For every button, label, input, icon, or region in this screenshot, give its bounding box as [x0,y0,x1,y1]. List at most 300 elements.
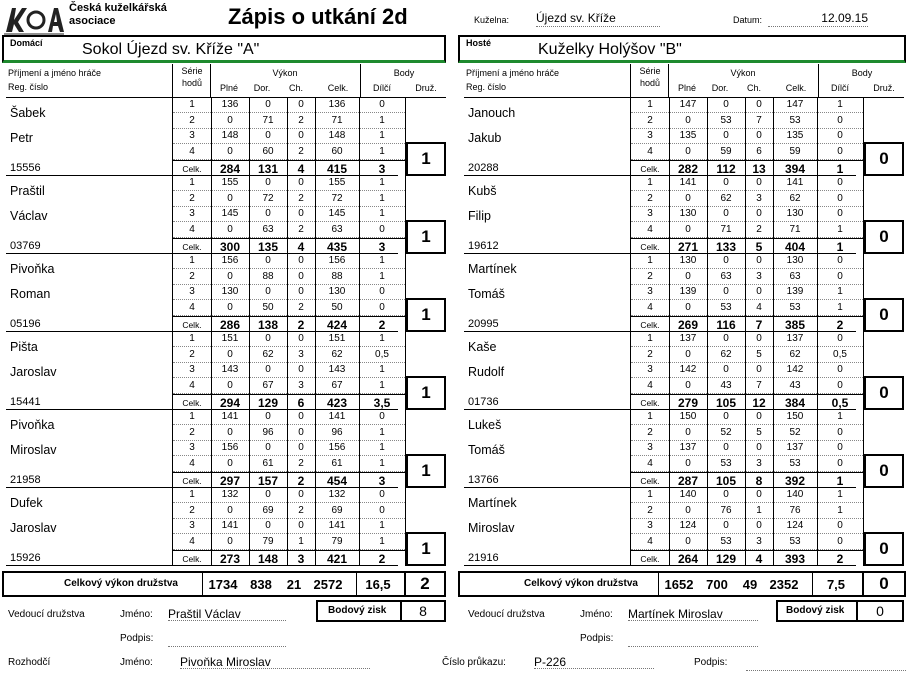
series-row [631,254,863,269]
series-cell: 0 [298,426,304,438]
away-total-plne: 1652 [664,577,694,592]
series-cell: 0 [298,411,304,422]
series-cell: 2 [756,223,762,235]
series-row [631,176,863,191]
away-col-druz: Druž. [873,83,895,93]
series-cell: 1 [837,411,843,422]
series-cell: 0 [265,442,271,453]
series-cell: 0 [723,177,729,188]
series-cell: 130 [786,208,804,219]
total-cell: 4 [297,240,305,254]
player-total-row [173,472,405,488]
total-cell: 116 [716,318,736,332]
series-cell: 62 [720,192,732,204]
series-cell: 2 [189,270,195,282]
series-cell: 147 [786,99,804,110]
player-total-row [631,394,863,410]
away-col-plne: Plné [677,83,696,93]
series-row [173,176,405,191]
series-cell: 130 [786,255,804,266]
series-cell: 139 [786,286,804,297]
player-surname: Šabek [10,106,46,120]
team-points-box: 1 [406,376,446,410]
player-surname: Martínek [468,496,517,510]
series-cell: 0 [227,457,233,469]
away-total-druz: 0 [879,574,889,593]
series-cell: 156 [328,442,346,453]
series-row [173,363,405,378]
series-row [631,379,863,394]
series-row [631,410,863,425]
series-cell: 1 [647,411,653,422]
player-total-row [173,394,405,410]
home-header-row [6,64,446,98]
series-cell: 155 [221,177,239,188]
series-cell: 0 [837,535,843,547]
series-cell: 0 [837,270,843,282]
series-row [173,426,405,441]
away-bodovy-label: Bodový zisk [776,600,858,622]
total-cell: 2 [378,318,386,332]
home-leader-name: Praštil Václav [168,607,286,621]
org-name: Česká kuželkářská asociace [69,2,167,27]
series-row [631,301,863,316]
series-cell: 0 [837,379,843,391]
away-col-dor: Dor. [711,83,729,93]
total-cell: 421 [326,552,348,566]
series-cell: 0 [685,457,691,469]
away-player-block [464,176,856,254]
total-cell: 424 [326,318,348,332]
series-cell: 0 [756,255,762,266]
date-label: Datum: [733,15,763,25]
series-cell: 2 [647,114,653,126]
series-cell: 3 [647,286,653,297]
away-total-celk: 2352 [769,577,799,592]
series-cell: 1 [379,333,385,344]
player-reg-number: 19612 [468,240,499,252]
series-cell: 1 [379,177,385,188]
series-cell: 1 [837,504,843,516]
player-firstname: Filip [468,209,491,223]
series-cell: 2 [298,457,304,469]
series-cell: 2 [647,192,653,204]
series-cell: 0 [227,301,233,313]
series-cell: 147 [679,99,697,110]
total-cell: 384 [784,396,806,410]
series-row [631,348,863,363]
player-surname: Lukeš [468,418,502,432]
series-grid [172,98,406,176]
home-total-druz: 2 [420,574,430,593]
series-cell: 1 [379,114,385,126]
away-role-label: Hosté [466,38,492,48]
series-cell: 43 [720,379,732,391]
series-cell: 62 [262,348,274,360]
series-cell: 53 [720,535,732,547]
series-cell: 0 [685,145,691,157]
series-cell: 4 [756,301,762,313]
series-cell: 1 [837,489,843,500]
series-cell: 60 [262,145,274,157]
referee-podpis-line [746,657,906,671]
series-cell: 60 [331,145,343,157]
series-cell: 0 [265,208,271,219]
series-cell: 0 [723,364,729,375]
series-cell: 3 [189,286,195,297]
series-cell: 1 [647,333,653,344]
series-row [631,519,863,534]
home-col-dilci: Dílčí [373,83,391,93]
total-cell: 0,5 [831,396,849,410]
series-cell: 0 [379,223,385,235]
player-total-row [631,316,863,332]
series-cell: 0 [837,442,843,453]
celk-label: Celk. [182,476,202,486]
series-row [631,145,863,160]
series-cell: 63 [789,270,801,282]
series-cell: 3 [756,270,762,282]
series-cell: 76 [720,504,732,516]
team-points-box: 0 [864,454,904,488]
total-cell: 3 [378,240,386,254]
series-cell: 0 [265,411,271,422]
series-cell: 132 [328,489,346,500]
celk-label: Celk. [182,554,202,564]
series-cell: 155 [328,177,346,188]
series-row [631,285,863,300]
total-cell: 423 [326,396,348,410]
home-col-plne: Plné [219,83,238,93]
series-cell: 130 [679,208,697,219]
series-cell: 137 [679,333,697,344]
series-cell: 130 [328,286,346,297]
series-cell: 148 [221,130,239,141]
series-cell: 0 [837,457,843,469]
series-cell: 3 [647,208,653,219]
series-cell: 4 [647,223,653,235]
series-cell: 130 [679,255,697,266]
referee-label: Rozhodčí [8,657,51,668]
player-surname: Kubš [468,184,497,198]
series-cell: 150 [679,411,697,422]
series-cell: 61 [262,457,274,469]
series-cell: 0 [685,535,691,547]
series-cell: 2 [647,426,653,438]
series-row [173,301,405,316]
series-grid [630,410,864,488]
series-cell: 0 [837,364,843,375]
series-cell: 0 [227,145,233,157]
series-cell: 0 [837,426,843,438]
celk-label: Celk. [640,554,660,564]
series-cell: 59 [720,145,732,157]
away-team-name: Kuželky Holýšov "B" [538,41,682,58]
total-cell: 2 [378,552,386,566]
team-points-box: 0 [864,298,904,332]
player-surname: Pišta [10,340,38,354]
away-total-label: Celkový výkon družstva [524,578,638,589]
player-surname: Janouch [468,106,516,120]
celk-label: Celk. [182,320,202,330]
player-firstname: Václav [10,209,48,223]
total-cell: 1 [836,162,844,176]
series-cell: 0 [298,364,304,375]
away-header-row [464,64,904,98]
home-podpis-line [168,633,286,647]
total-cell: 3 [378,162,386,176]
series-cell: 132 [221,489,239,500]
home-total-dilci: 16,5 [365,577,391,592]
series-cell: 1 [647,177,653,188]
series-cell: 142 [679,364,697,375]
series-cell: 53 [789,535,801,547]
series-row [631,270,863,285]
series-cell: 0 [685,114,691,126]
total-cell: 6 [297,396,305,410]
home-col-body: Body [393,68,415,78]
total-cell: 2 [297,474,305,488]
series-cell: 1 [189,411,195,422]
series-cell: 62 [720,348,732,360]
total-cell: 294 [219,396,241,410]
series-cell: 3 [189,520,195,531]
home-total-ch: 21 [286,577,302,592]
series-row [173,114,405,129]
date-field: 12.09.15 [768,11,868,27]
series-cell: 0 [298,489,304,500]
series-cell: 0 [756,286,762,297]
series-cell: 0 [379,489,385,500]
away-leader-name: Martínek Miroslav [628,607,758,621]
series-cell: 3 [756,535,762,547]
series-cell: 0 [685,223,691,235]
series-row [631,129,863,144]
series-cell: 4 [189,223,195,235]
series-cell: 1 [379,379,385,391]
series-cell: 3 [647,130,653,141]
player-firstname: Tomáš [468,287,505,301]
team-points-box: 1 [406,454,446,488]
series-cell: 0 [837,177,843,188]
series-grid [630,332,864,410]
player-reg-number: 20288 [468,162,499,174]
home-bodovy-label: Bodový zisk [316,600,402,622]
series-row [173,488,405,503]
series-cell: 150 [786,411,804,422]
celk-label: Celk. [182,164,202,174]
total-cell: 3 [297,552,305,566]
series-cell: 2 [189,504,195,516]
series-cell: 156 [328,255,346,266]
series-cell: 0 [756,177,762,188]
series-cell: 1 [379,255,385,266]
series-row [631,192,863,207]
series-cell: 0 [379,411,385,422]
total-cell: 454 [326,474,348,488]
home-col-name: Příjmení a jméno hráče [8,68,102,78]
series-row [173,254,405,269]
series-grid [172,488,406,566]
series-cell: 2 [298,301,304,313]
series-cell: 0 [298,99,304,110]
series-cell: 0 [298,177,304,188]
home-col-dor: Dor. [253,83,271,93]
series-cell: 62 [789,192,801,204]
home-total-dor: 838 [250,577,272,592]
player-firstname: Jaroslav [10,365,57,379]
total-cell: 13 [752,162,766,176]
total-cell: 129 [257,396,279,410]
total-cell: 284 [219,162,241,176]
home-player-block [6,332,398,410]
home-player-block [6,488,398,566]
series-cell: 2 [189,348,195,360]
series-cell: 137 [786,333,804,344]
series-cell: 0 [265,130,271,141]
total-cell: 138 [257,318,279,332]
series-cell: 148 [328,130,346,141]
series-cell: 2 [647,270,653,282]
total-cell: 264 [677,552,699,566]
team-points-box: 0 [864,376,904,410]
series-cell: 0 [227,270,233,282]
total-cell: 2 [836,552,844,566]
series-row [173,129,405,144]
series-cell: 0 [723,99,729,110]
total-cell: 4 [755,552,763,566]
series-cell: 1 [379,145,385,157]
total-cell: 286 [219,318,241,332]
celk-label: Celk. [640,164,660,174]
series-cell: 0 [756,442,762,453]
series-grid [172,254,406,332]
series-grid [172,410,406,488]
away-team-bar [458,35,906,63]
total-cell: 133 [715,240,737,254]
series-cell: 4 [647,301,653,313]
series-cell: 1 [379,426,385,438]
total-cell: 435 [326,240,348,254]
total-cell: 148 [257,552,279,566]
series-cell: 156 [221,255,239,266]
series-cell: 2 [647,348,653,360]
series-cell: 53 [720,114,732,126]
series-row [631,114,863,129]
series-row [173,192,405,207]
series-row [173,270,405,285]
series-cell: 4 [189,379,195,391]
home-team-name: Sokol Újezd sv. Kříže "A" [82,41,260,58]
series-cell: 124 [679,520,697,531]
series-cell: 1 [379,364,385,375]
away-col-celk: Celk. [785,83,807,93]
series-cell: 0 [227,426,233,438]
series-cell: 0 [756,364,762,375]
total-cell: 2 [297,318,305,332]
away-player-block [464,254,856,332]
series-cell: 1 [837,301,843,313]
series-cell: 0 [685,301,691,313]
series-row [631,535,863,550]
series-cell: 1 [647,255,653,266]
series-cell: 61 [331,457,343,469]
away-total-dor: 700 [706,577,728,592]
player-firstname: Jakub [468,131,502,145]
series-grid [630,254,864,332]
series-cell: 135 [679,130,697,141]
celk-label: Celk. [182,242,202,252]
total-cell: 157 [257,474,279,488]
series-row [631,332,863,347]
series-row [173,223,405,238]
series-cell: 0 [837,114,843,126]
home-total-label: Celkový výkon družstva [64,578,178,589]
series-cell: 0,5 [833,348,847,360]
series-cell: 71 [262,114,274,126]
series-cell: 0 [837,208,843,219]
series-cell: 137 [786,442,804,453]
home-jmeno-label: Jméno: [120,609,153,620]
series-cell: 0 [298,520,304,531]
series-cell: 0 [837,255,843,266]
series-row [631,207,863,222]
team-points-box: 1 [406,532,446,566]
series-cell: 0 [298,255,304,266]
series-cell: 1 [756,504,762,516]
series-cell: 4 [189,301,195,313]
series-cell: 0 [723,208,729,219]
home-total-celk: 2572 [313,577,343,592]
series-cell: 4 [189,145,195,157]
series-row [173,519,405,534]
player-firstname: Rudolf [468,365,505,379]
series-cell: 0 [265,177,271,188]
total-cell: 300 [219,240,241,254]
series-cell: 4 [647,145,653,157]
series-cell: 0 [298,442,304,453]
player-total-row [631,472,863,488]
series-cell: 1 [379,270,385,282]
series-cell: 0 [756,99,762,110]
series-cell: 0 [837,333,843,344]
series-cell: 5 [756,426,762,438]
series-cell: 0 [227,114,233,126]
series-cell: 1 [298,535,304,547]
series-cell: 0 [379,301,385,313]
player-reg-number: 15556 [10,162,41,174]
series-row [631,488,863,503]
player-total-row [173,316,405,332]
series-cell: 4 [647,457,653,469]
series-cell: 1 [647,99,653,110]
card-label: Číslo průkazu: [442,657,506,668]
series-cell: 43 [789,379,801,391]
total-cell: 394 [784,162,806,176]
away-player-block [464,410,856,488]
series-cell: 0 [379,99,385,110]
total-cell: 131 [257,162,279,176]
celk-label: Celk. [640,398,660,408]
series-grid [172,176,406,254]
series-cell: 0 [723,130,729,141]
series-row [631,457,863,472]
series-row [631,426,863,441]
celk-label: Celk. [182,398,202,408]
away-player-block [464,332,856,410]
series-cell: 0 [227,379,233,391]
total-cell: 2 [836,318,844,332]
